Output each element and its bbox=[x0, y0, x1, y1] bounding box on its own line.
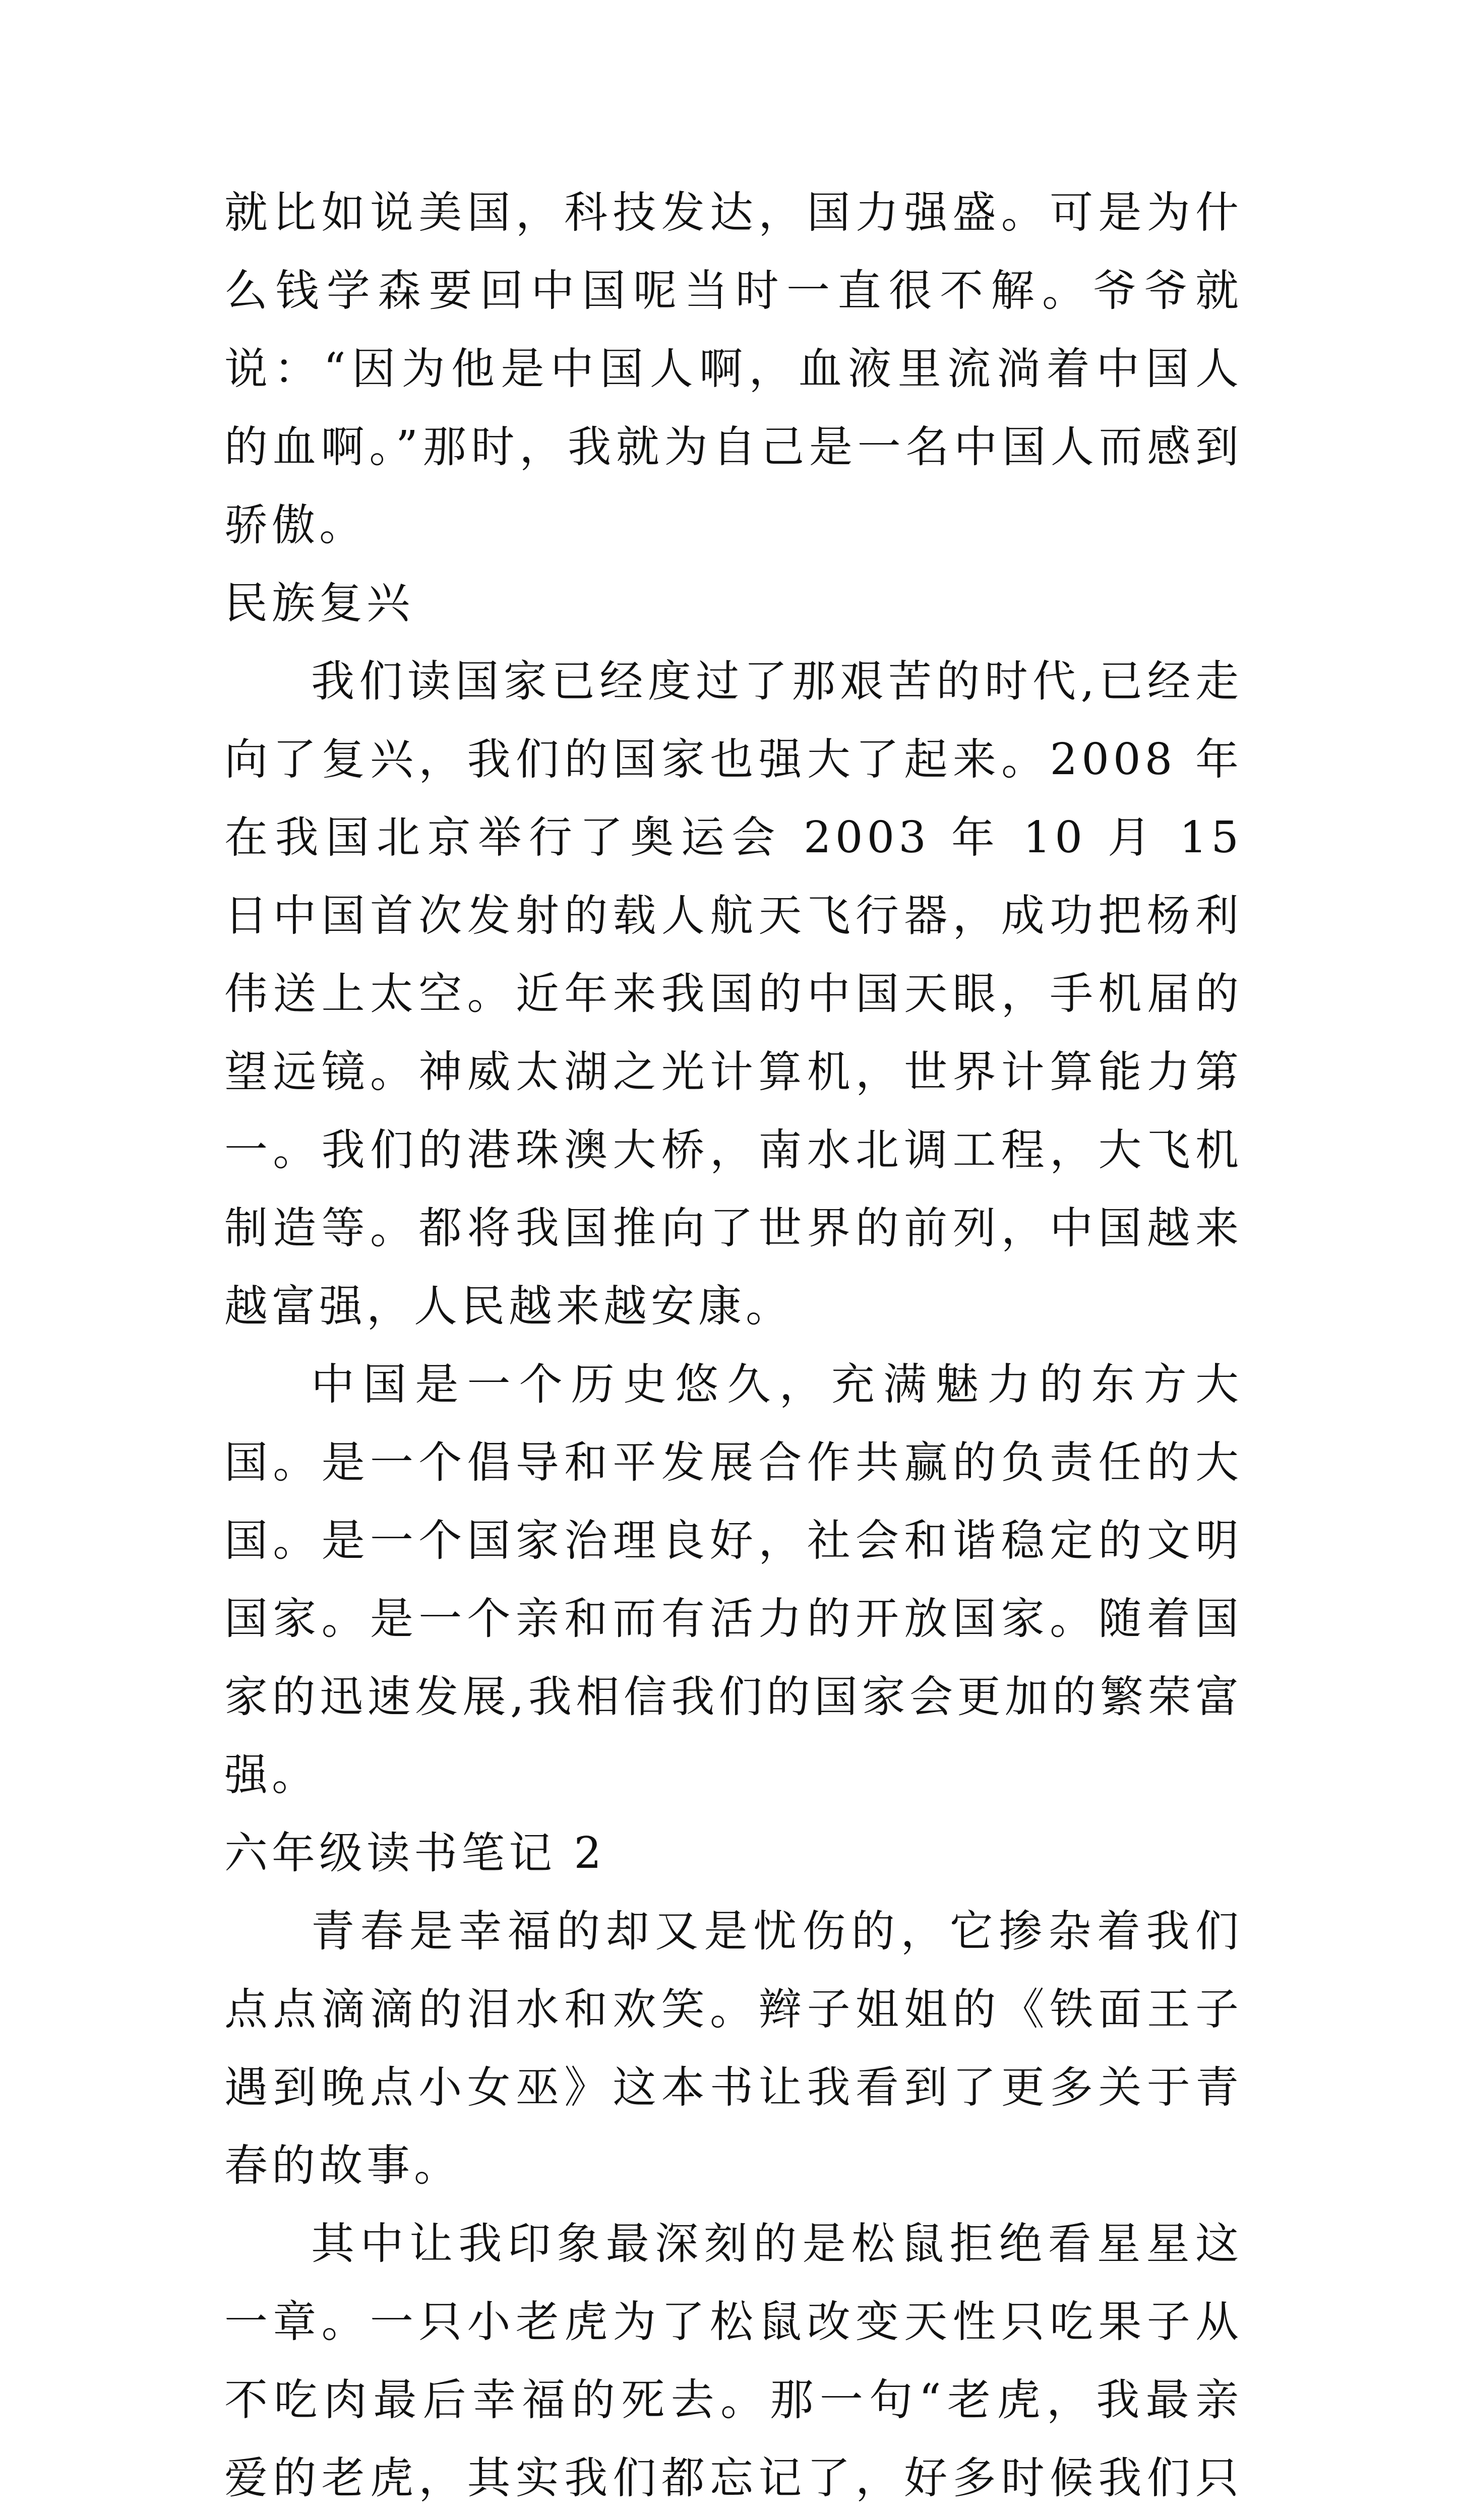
paragraph-4: 青春是幸福的却又是忧伤的，它掺杂着我们点点滴滴的泪水和欢笑。辫子姐姐的《铁面王子遇到晚点小女巫》这本书让我看到了更多关于青春的故事。 bbox=[224, 1906, 1243, 2191]
paragraph-3: 中国是一个历史悠久，充满魅力的东方大国。是一个倡导和平发展合作共赢的负责任的大国。是一个国家治理良好，社会和谐稳定的文明国家。是一个亲和而有活力的开放国家。随着国家的迅速发展,我相信我们的国家会更加的繁荣富强。 bbox=[224, 1359, 1243, 1800]
section-heading-national-revival: 民族复兴 bbox=[224, 578, 414, 628]
paragraph-1: 就比如说美国，科技发达，国力强盛。可是为什么钱学森要回中国呢当时一直很不解。爷爷就说：“因为他是中国人啊，血液里流淌着中国人的血啊。”那时，我就为自己是一名中国人而感到骄傲。 bbox=[224, 187, 1243, 550]
document-body bbox=[224, 174, 1243, 2520]
paragraph-5: 其中让我印象最深刻的是松鼠拒绝看星星这一章。一只小老虎为了松鼠改变天性只吃果子从不吃肉最后幸福的死去。那一句“老虎，我最亲爱的老虎，其实我们都忘记了，好多时候我们只 bbox=[224, 2219, 1243, 2503]
paragraph-2: 我们读国家已经度过了那艰苦的时代,已经走向了复兴，我们的国家也强大了起来。2008 年在我国北京举行了奥运会 2003 年 10 月 15 日中国首次发射的载人航天飞行器，成功把杨利伟送上太空。近年来我国的中国天眼，手机届的望远镜。神威太湖之光计算机，世界计算能力第一。我们的港珠澳大桥，南水北调工程，大飞机制造等。都将我国推向了世界的前列，中国越来越富强，人民越来越安康。 bbox=[224, 656, 1243, 1332]
section-heading-reading-notes-2: 六年级读书笔记 2 bbox=[224, 1828, 606, 1878]
